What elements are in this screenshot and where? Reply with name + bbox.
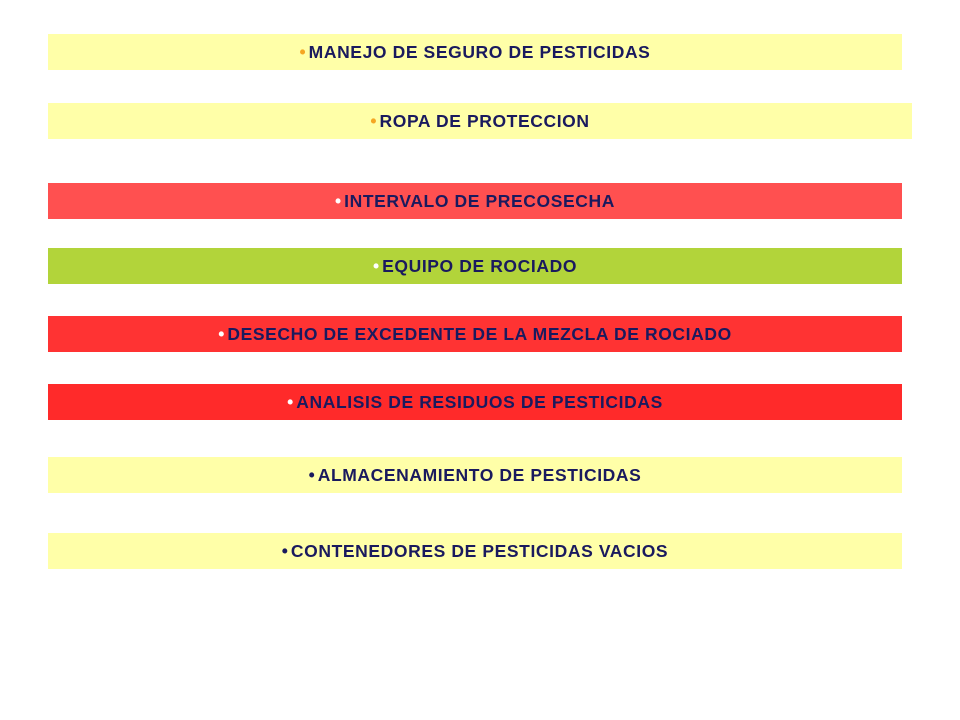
topic-bar-equipo-rociado <box>48 248 902 284</box>
bullet-icon: • <box>372 255 380 276</box>
topic-label: ROPA DE PROTECCION <box>379 110 590 131</box>
topic-label: MANEJO DE SEGURO DE PESTICIDAS <box>308 41 651 62</box>
topic-label: CONTENEDORES DE PESTICIDAS VACIOS <box>290 540 669 561</box>
bullet-icon: • <box>370 110 377 131</box>
topic-bar-manejo-seguro <box>48 34 902 70</box>
bullet-icon: • <box>281 540 288 561</box>
topic-label: ALMACENAMIENTO DE PESTICIDAS <box>317 464 642 485</box>
topic-bar-analisis-residuos <box>48 384 902 420</box>
topic-bar-contenedores-vacios <box>48 533 902 569</box>
topic-label: ANALISIS DE RESIDUOS DE PESTICIDAS <box>296 391 663 412</box>
bullet-icon: • <box>299 41 306 62</box>
topic-bar-ropa-proteccion <box>48 103 912 139</box>
bullet-icon: • <box>287 391 294 412</box>
bullet-icon: • <box>335 190 342 211</box>
topic-label: INTERVALO DE PRECOSECHA <box>344 190 615 211</box>
bullet-icon: • <box>218 323 225 344</box>
topic-bar-almacenamiento <box>48 457 902 493</box>
topic-bar-intervalo-precosecha <box>48 183 902 219</box>
topic-label: DESECHO DE EXCEDENTE DE LA MEZCLA DE ROCIADO <box>227 323 732 344</box>
topic-label: EQUIPO DE ROCIADO <box>382 255 578 276</box>
topic-bar-desecho-excedente <box>48 316 902 352</box>
bullet-icon: • <box>308 464 315 485</box>
